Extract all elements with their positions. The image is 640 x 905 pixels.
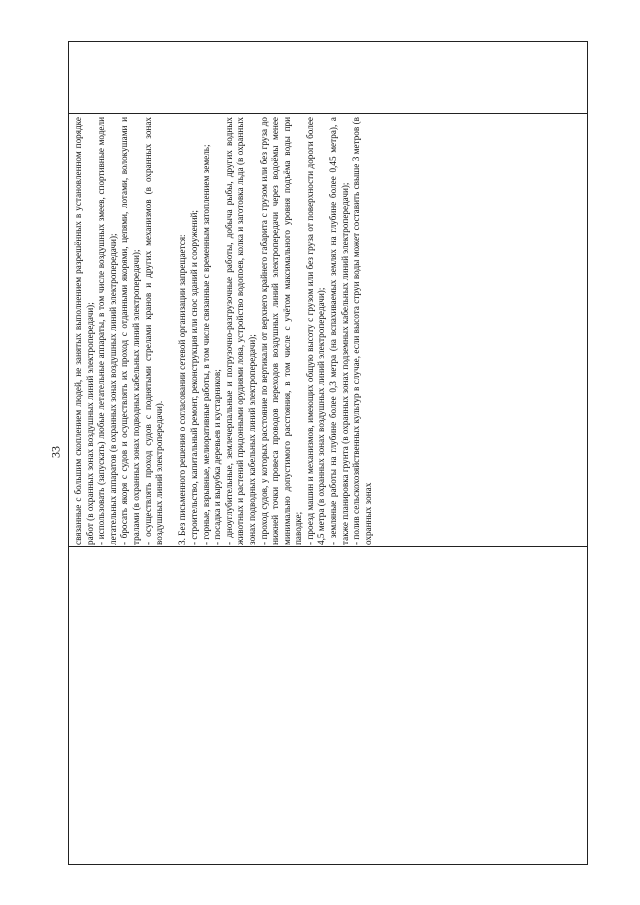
paragraph: - дноуглубительные, землечерпальные и погрузочно-разгрузочные работы, добыча рыбы, других водных животных и растений придонными орудиями лова, устройство водопоев, колка и заготовка льда (в охранных зонах подводных кабельных линий электропередачи); xyxy=(223,117,257,545)
paragraph: - строительство, капитальный ремонт, реконструкция или снос зданий и сооружений; xyxy=(188,210,199,545)
document-table xyxy=(68,41,588,865)
paragraph: 3. Без письменного решения о согласовании сетевой организации запрещается: xyxy=(177,234,188,545)
paragraph: - осуществлять проход судов с поднятыми стрелами кранов и других механизмов (в охранных зонах воздушных линий электропередачи). xyxy=(142,117,165,545)
paragraph: - посадка и вырубка деревьев и кустарников; xyxy=(212,369,223,545)
column-divider xyxy=(68,546,588,547)
paragraph: - использовать (запускать) любые летательные аппараты, в том числе воздушных змеев, спортивные модели летательных аппаратов (в охранных зонах воздушных линий электропередачи); xyxy=(96,117,118,545)
page-number: 33 xyxy=(48,446,63,458)
paragraph: - бросать якоря с судов и осуществлять их проход с отданными якорями, цепями, лотами, волокушами и тралами (в охранных зонах подводных кабельных линий электропередачи); xyxy=(119,117,141,545)
paragraph-gap xyxy=(166,117,178,545)
paragraph: - горные, взрывные, мелиоративные работы, в том числе связанные с временным затоплением земель; xyxy=(200,144,211,545)
paragraph: - проход судов, у которых расстояние по вертикали от верхнего крайнего габарита с грузом или без груза до нижней точки провеса проводов переходов воздушных линий электропередачи через водоёмы менее минимально допустимого расстояния, в том числе с учётом максимального уровня подъёма воды при паводке; xyxy=(258,117,304,545)
paragraph: - полив сельскохозяйственных культур в случае, если высота струи воды может составить свыше 3 метров (в охранных зонах xyxy=(351,117,373,545)
column-divider xyxy=(68,113,588,114)
paragraph: - проезд машин и механизмов, имеющих общую высоту с грузом или без груза от поверхности дороги более 4,5 метра (в охранных зонах воздушных линий электропередачи); xyxy=(304,117,327,545)
content-column xyxy=(71,117,583,545)
paragraph: связанные с большим скоплением людей, не занятых выполнением разрешённых в установленном порядке работ (в охранных зонах воздушных линий электропередачи); xyxy=(73,117,95,545)
rotated-text-block xyxy=(71,117,374,545)
paragraph: - земляные работы на глубине более 0,3 метра (на вспахиваемых землях на глубине более 0,45 метра), а также планировка грунта (в охранных зонах подземных кабельных линий электропередачи); xyxy=(328,117,350,545)
